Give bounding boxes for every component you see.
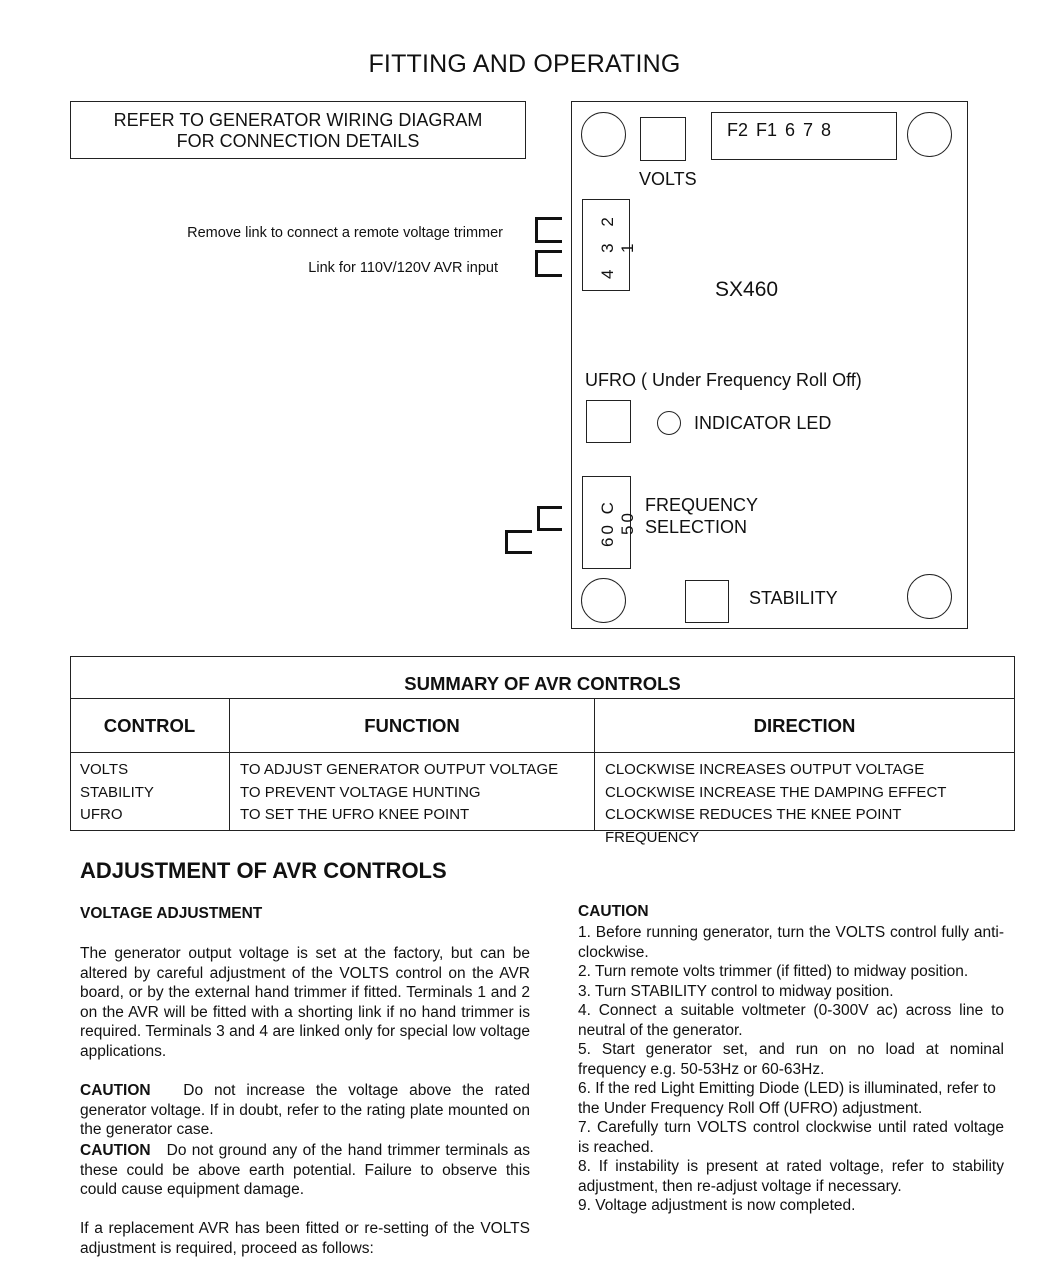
table-cell: CLOCKWISE REDUCES THE KNEE POINT (605, 806, 902, 823)
link-terminal-labels: 4 3 2 1 (598, 211, 637, 279)
caution-text-1: Do not increase the voltage above the rated generator voltage. If in doubt, refer to the rating plate mounted on the generator case. (80, 1082, 530, 1139)
stability-label: STABILITY (749, 588, 838, 608)
list-item: 3. Turn STABILITY control to midway position. (578, 982, 894, 1000)
refer-note-line-1: REFER TO GENERATOR WIRING DIAGRAM (113, 110, 483, 130)
trimmer-link-bracket (535, 217, 562, 243)
table-cell: CLOCKWISE INCREASE THE DAMPING EFFECT (605, 783, 947, 801)
indicator-led-label: INDICATOR LED (694, 413, 832, 433)
caution-terminals (80, 1141, 530, 1200)
table-cell: TO ADJUST GENERATOR OUTPUT VOLTAGE (240, 761, 559, 778)
ufro-potentiometer (586, 400, 631, 443)
list-item: 7. Carefully turn VOLTS control clockwise until rated voltage is reached. (578, 1119, 1004, 1156)
refer-note-line-2: FOR CONNECTION DETAILS (176, 131, 420, 151)
stability-potentiometer (685, 580, 729, 623)
caution-label: CAUTION (80, 1082, 151, 1099)
table-cell: CLOCKWISE INCREASES OUTPUT VOLTAGE (605, 761, 925, 778)
list-item: 4. Connect a suitable voltmeter (0-300V ac) across line to neutral of the generator. (578, 1002, 1004, 1039)
list-item: 2. Turn remote volts trimmer (if fitted) to midway position. (578, 963, 969, 980)
frequency-selection-label-1: FREQUENCY (645, 495, 759, 515)
output-terminal-labels: F2 F1 6 7 8 (727, 120, 832, 140)
list-item: 5. Start generator set, and run on no load at nominal frequency e.g. 50-53Hz or 60-63Hz. (578, 1041, 1004, 1078)
mounting-hole-bottom-left-icon (581, 578, 626, 623)
ufro-label: UFRO ( Under Frequency Roll Off) (585, 370, 862, 390)
mounting-hole-top-right-icon (907, 112, 952, 157)
voltage-adjustment-heading: VOLTAGE ADJUSTMENT (80, 905, 263, 922)
table-cell: TO PREVENT VOLTAGE HUNTING (240, 783, 481, 801)
remove-link-note: Remove link to connect a remote voltage trimmer (187, 225, 503, 241)
mounting-hole-top-left-icon (581, 112, 626, 157)
table-cell: STABILITY (80, 783, 154, 801)
model-label: SX460 (715, 278, 779, 301)
right-caution-heading: CAUTION (578, 903, 649, 920)
volts-label: VOLTS (639, 169, 697, 189)
frequency-selection-label-2: SELECTION (645, 517, 748, 537)
caution-label: CAUTION (80, 1142, 151, 1159)
low-voltage-link-bracket (535, 250, 562, 277)
column-header-control: CONTROL (103, 715, 196, 736)
summary-table (70, 656, 1015, 846)
table-row (80, 759, 154, 827)
mounting-hole-bottom-right-icon (907, 574, 952, 619)
replacement-avr-paragraph: If a replacement AVR has been fitted or re-setting of the VOLTS adjustment is required, proceed as follows: (80, 1220, 530, 1257)
table-column-function (240, 759, 558, 827)
list-item: 8. If instability is present at rated voltage, refer to stability adjustment, then re-adjust voltage if necessary. (578, 1158, 1004, 1195)
table-cell: TO SET THE UFRO KNEE POINT (240, 806, 470, 823)
table-cell-cut-off: FREQUENCY (605, 828, 700, 846)
summary-table-title: SUMMARY OF AVR CONTROLS (404, 673, 681, 694)
frequency-terminal-labels: 60 C 50 (598, 499, 637, 547)
frequency-link-bracket-upper (537, 506, 562, 531)
column-header-function: FUNCTION (364, 715, 460, 736)
table-column-direction (605, 759, 946, 849)
indicator-led-icon (657, 411, 681, 435)
list-item: 9. Voltage adjustment is now completed. (578, 1197, 856, 1214)
page-title: FITTING AND OPERATING (368, 50, 681, 78)
table-cell: UFRO (80, 806, 123, 823)
adjustment-heading: ADJUSTMENT OF AVR CONTROLS (80, 858, 447, 883)
caution-ground-voltage (80, 1081, 530, 1140)
frequency-link-bracket-lower (505, 530, 532, 554)
list-item: 6. If the red Light Emitting Diode (LED) is illuminated, refer to the Under Frequency Roll Off (UFRO) adjustment. (578, 1080, 996, 1117)
adjustment-steps-list (578, 923, 1004, 1216)
table-cell: VOLTS (80, 761, 129, 778)
list-item: 1. Before running generator, turn the VOLTS control fully anti-clockwise. (578, 924, 1004, 961)
summary-table-body (70, 759, 1015, 846)
refer-note-box (70, 101, 526, 159)
link-110v-note: Link for 110V/120V AVR input (308, 260, 498, 276)
voltage-adjustment-paragraph: The generator output voltage is set at the factory, but can be altered by careful adjustment of the VOLTS control on the AVR board, or by the external hand trimmer if fitted. Terminals 1 and 2 on the AVR will be fitted with a shorting link if no hand trimmer is required. Terminals 3 and 4 are linked only for special low voltage applications. (80, 945, 530, 1060)
volts-potentiometer (640, 117, 686, 161)
column-header-direction: DIRECTION (753, 715, 856, 736)
caution-text-2: Do not ground any of the hand trimmer terminals as these could be above earth potential. Failure to observe this could cause equipment damage. (80, 1142, 530, 1199)
